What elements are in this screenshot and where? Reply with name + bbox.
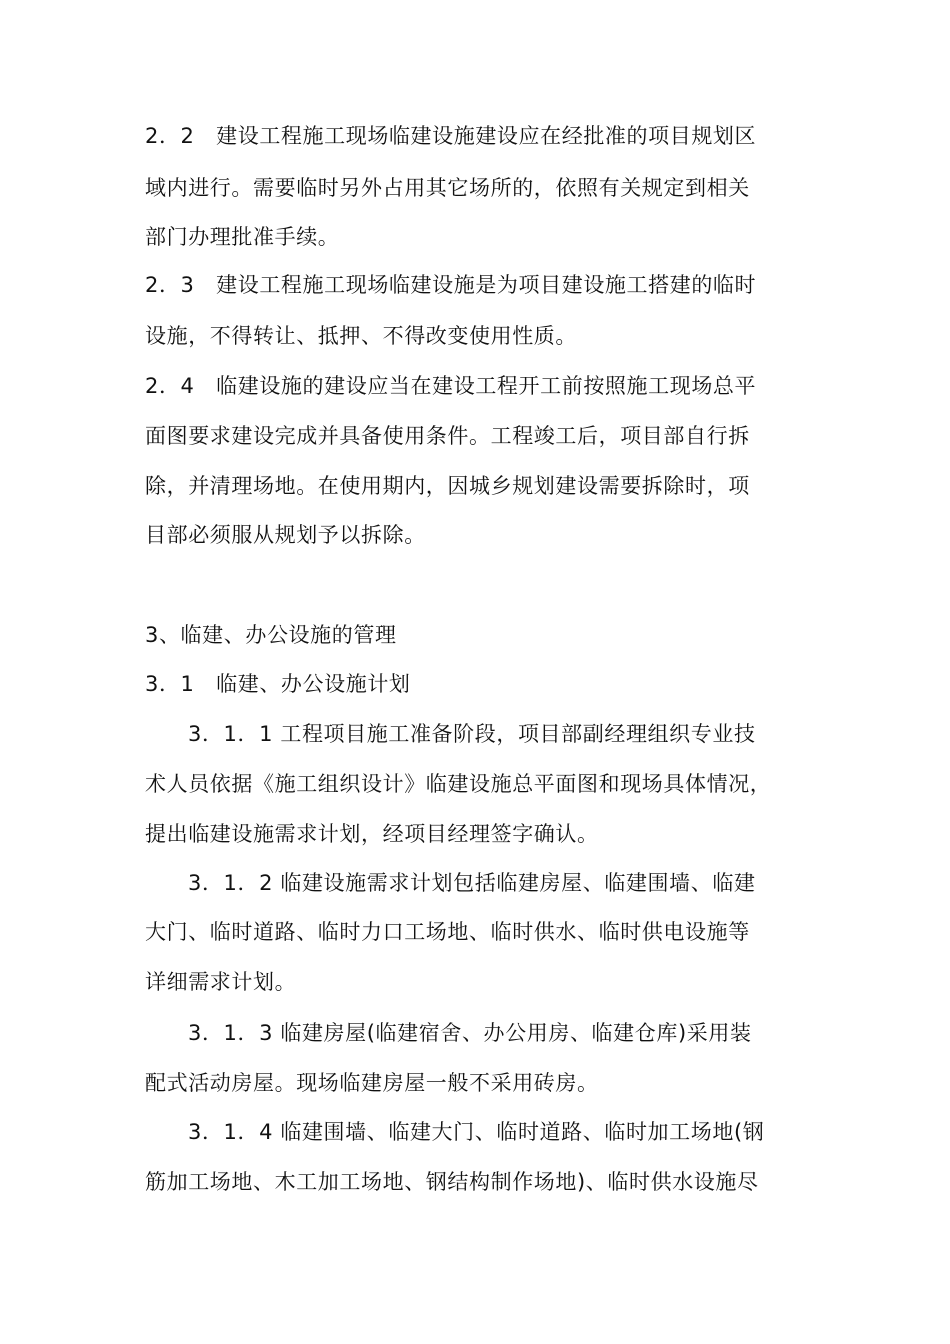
text-line: 3．1．2 临建设施需求计划包括临建房屋、临建围墙、临建 — [188, 871, 756, 895]
section-heading: 3、临建、办公设施的管理 — [145, 623, 397, 647]
text-line: 详细需求计划。 — [145, 970, 297, 994]
text-line: 3．1．1 工程项目施工准备阶段，项目部副经理组织专业技 — [188, 722, 756, 746]
text-line: 2．4 临建设施的建设应当在建设工程开工前按照施工现场总平 — [145, 374, 757, 398]
text-line: 筋加工场地、木工加工场地、钢结构制作场地)、临时供水设施尽 — [145, 1170, 759, 1194]
text-line: 面图要求建设完成并具备使用条件。工程竣工后，项目部自行拆 — [145, 424, 750, 448]
text-line: 术人员依据《施工组织设计》临建设施总平面图和现场具体情况， — [145, 772, 772, 796]
subsection-heading: 3．1 临建、办公设施计划 — [145, 672, 411, 696]
text-line: 2．2 建设工程施工现场临建设施建设应在经批准的项目规划区 — [145, 124, 757, 148]
text-line: 除，并清理场地。在使用期内，因城乡规划建设需要拆除时，项 — [145, 474, 750, 498]
text-line: 设施，不得转让、抵押、不得改变使用性质。 — [145, 324, 577, 348]
text-line: 提出临建设施需求计划，经项目经理签字确认。 — [145, 822, 599, 846]
text-line: 部门办理批准手续。 — [145, 225, 340, 249]
text-line: 3．1．3 临建房屋(临建宿舍、办公用房、临建仓库)采用装 — [188, 1021, 752, 1045]
text-line: 2．3 建设工程施工现场临建设施是为项目建设施工搭建的临时 — [145, 273, 757, 297]
text-line: 大门、临时道路、临时力口工场地、临时供水、临时供电设施等 — [145, 920, 750, 944]
text-line: 3．1．4 临建围墙、临建大门、临时道路、临时加工场地(钢 — [188, 1120, 765, 1144]
text-line: 目部必须服从规划予以拆除。 — [145, 523, 426, 547]
text-line: 域内进行。需要临时另外占用其它场所的，依照有关规定到相关 — [145, 176, 750, 200]
text-line: 配式活动房屋。现场临建房屋一般不采用砖房。 — [145, 1071, 599, 1095]
